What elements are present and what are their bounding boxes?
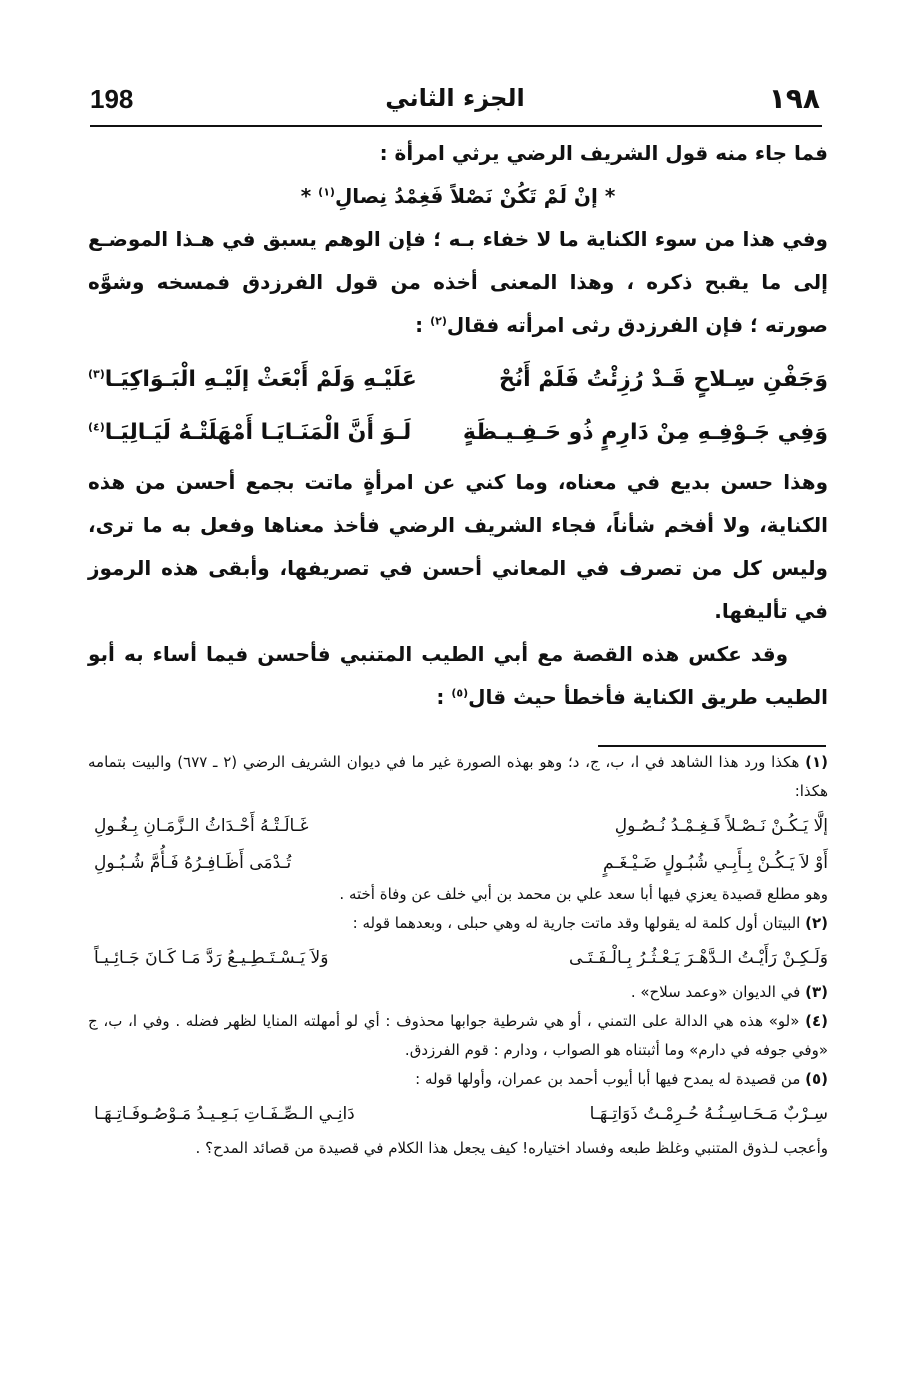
- verse-2-second-hemistich: [88, 406, 411, 459]
- footnote-5-verse: [88, 1094, 828, 1134]
- verse-line-1: [88, 353, 828, 406]
- footnote-5-tail: [88, 1134, 828, 1163]
- footnote-1-number: (١): [805, 753, 828, 771]
- page-number-latin: 198: [90, 84, 134, 114]
- footnote-1-verse-2: [88, 846, 828, 880]
- paragraph-3-colon: :: [436, 685, 452, 709]
- footnote-3-number: (٣): [805, 983, 828, 1001]
- paragraph-2-text: وهذا حسن بديع في معناه، وما كني عن امرأةٍ ماتت بجمع أحسن من هذه الكناية، ولا أفخم شأناً، فجاء الشريف الرضي فأخذ معناها وفعل به ما ترى، وليس كل من تصرف في المعاني أحسن في تصريفها، وأبقى هذه الرموز في تأليفها.: [88, 470, 828, 623]
- verse-1-second-hemistich: [88, 353, 417, 406]
- fn5-verse-first: سِـرْبٌ مَـحَـاسِـنُـهُ حُـرِمْـتُ ذَوَاتِـهَـا: [589, 1104, 828, 1124]
- footnote-5-tail-text: وأعجب لـذوق المتنبي وغلظ طبعه وفساد اختياره! كيف يجعل هذا الكلام في قصيدة من قصائد المدح؟ .: [195, 1139, 828, 1157]
- quoted-hemistich: [88, 175, 828, 218]
- verse-1-first-hemistich: وَجَفْنِ سِـلاحٍ قَـدْ رُزِئْتُ فَلَمْ أَنُحْ: [499, 367, 828, 392]
- footnote-1-tail-text: وهو مطلع قصيدة يعزي فيها أبا سعد علي بن محمد بن أبي خلف عن وفاة أخته .: [339, 885, 828, 903]
- footnote-1: [88, 748, 828, 806]
- fn2-verse-second: وَلاَ يَـسْـتَـطِـيـعُ رَدَّ مَـا كَـانَ جَـائِـيـاً: [94, 948, 329, 968]
- footnote-ref-1: (١): [318, 185, 335, 199]
- footnote-4-number: (٤): [805, 1012, 828, 1030]
- page-number-arabic: ١٩٨: [768, 82, 820, 115]
- footnote-5-text: من قصيدة له يمدح فيها أبا أيوب أحمد بن عمران، وأولها قوله :: [415, 1070, 806, 1088]
- footnote-rule: [598, 745, 826, 747]
- paragraph-3-text: وقد عكس هذه القصة مع أبي الطيب المتنبي فأحسن فيما أساء به أبو الطيب طريق الكناية فأخطأ حيث قال: [88, 642, 828, 709]
- footnote-ref-4: (٤): [88, 420, 105, 434]
- footnote-1-verse-1: [88, 806, 828, 846]
- footnote-1-text: هكذا ورد هذا الشاهد في ا، ب، ج، د؛ وهو بهذه الصورة غير ما في ديوان الشريف الرضي (٢ ـ ٦٧٧) والبيت بتمامه هكذا:: [88, 753, 828, 800]
- footnote-5-number: (٥): [805, 1070, 828, 1088]
- footnotes: [88, 748, 828, 1308]
- footnote-2-number: (٢): [805, 914, 828, 932]
- footnote-4-text: «لو» هذه هي الدالة على التمني ، أو هي شرطية جوابها محذوف : أي لو أمهلته المنايا لظهر فضله . وفي ا، ب، ج «وفي جوفه في دارم» وما أثبتناه هو الصواب ، ودارم : قوم الفرزدق.: [88, 1012, 828, 1059]
- paragraph-1-colon: :: [415, 313, 431, 337]
- verse-2-first-hemistich: وَفِي جَـوْفِـهِ مِنْ دَارِمٍ ذُو حَـفِـيـظَةٍ: [462, 420, 828, 445]
- fn2-verse-first: وَلَـكِـنْ رَأَيْـتُ الـدَّهْـرَ يَـعْـثُـرُ بِـالْـفَـتَـى: [568, 948, 828, 968]
- fn1-verse-1-second: غَـالَـتْـهُ أَحْـدَاثُ الـزَّمَـانِ بِـغُـولِ: [94, 816, 309, 836]
- star-ornament-right: *: [604, 184, 616, 208]
- page-header: [90, 82, 820, 126]
- running-title: الجزء الثاني: [385, 84, 525, 112]
- footnote-3: [88, 978, 828, 1007]
- verse-2-second-text: لَـوَ أَنَّ الْمَنَـايَـا أَمْهَلَتْـهُ لَيَـالِيَـا: [104, 420, 412, 445]
- footnote-2-verse: [88, 938, 828, 978]
- footnote-ref-2: (٢): [430, 314, 447, 328]
- footnote-ref-5: (٥): [451, 686, 469, 700]
- footnote-4: [88, 1007, 828, 1065]
- quote-text: إنْ لَمْ تَكُنْ نَصْلاً فَغِمْدُ نِصالِ: [334, 184, 598, 208]
- fn5-verse-second: دَانِـي الـصِّـفَـاتِ بَـعِـيـدُ مَـوْصُـوفَـاتِـهَـا: [94, 1104, 355, 1124]
- footnote-ref-3: (٣): [88, 367, 105, 381]
- intro-line: [88, 132, 828, 175]
- paragraph-1: [88, 218, 828, 347]
- verse-1-second-text: عَلَيْـهِ وَلَمْ أَبْعَثْ إلَيْـهِ الْبَـوَاكِيَـا: [104, 367, 417, 392]
- fn1-verse-1-first: إلَّا يَـكُـنْ نَـصْـلاً فَـغِـمْـدُ نُـصُـولِ: [614, 816, 828, 836]
- footnote-2-text: البيتان أول كلمة له يقولها وقد ماتت جارية له وهي حبلى ، وبعدهما قوله :: [352, 914, 806, 932]
- star-ornament-left: *: [300, 184, 312, 208]
- paragraph-1-text: وفي هذا من سوء الكناية ما لا خفاء بـه ؛ فإن الوهم يسبق في هـذا الموضـع إلى ما يقبح ذكره ، وهذا المعنى أخذه من قول الفرزدق فمسخه وشوَّه صورته ؛ فإن الفرزدق رثى امرأته فقال: [88, 227, 828, 337]
- header-rule: [90, 125, 822, 127]
- main-text: [88, 132, 828, 742]
- paragraph-3: [88, 633, 828, 719]
- footnote-2: [88, 909, 828, 938]
- fn1-verse-2-first: أَوْ لاَ يَـكُـنْ بِـأَبِـي شُبُـولٍ ضَـيْـغَـمٍ: [603, 853, 828, 873]
- fn1-verse-2-second: تُـدْمَى أَظَـافِـرُهُ فَـأُمَّ شُـبُـولِ: [94, 853, 292, 873]
- paragraph-2: [88, 461, 828, 633]
- footnote-5: [88, 1065, 828, 1094]
- footnote-3-text: في الديوان «وعمد سلاح» .: [630, 983, 806, 1001]
- poem-verses: [88, 353, 828, 459]
- verse-line-2: [88, 406, 828, 459]
- footnote-1-tail: [88, 880, 828, 909]
- intro-text: فما جاء منه قول الشريف الرضي يرثي امرأة :: [379, 141, 828, 165]
